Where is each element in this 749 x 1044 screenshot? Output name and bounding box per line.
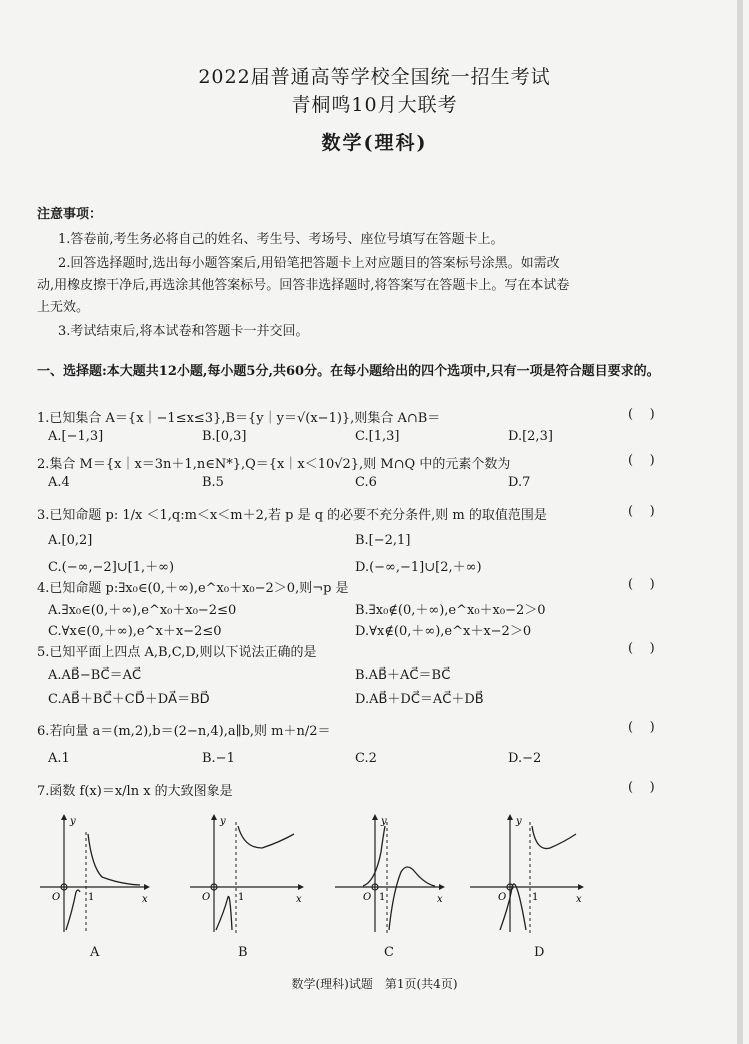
question-1-stem: 1.已知集合 A＝{x｜−1≤x≤3},B＝{y｜y＝√(x−1)},则集合 A∩B＝ [37,411,441,426]
answer-paren: ( ) [628,780,655,795]
graph-y-label: y [381,816,387,827]
q5-option-d: D.AB⃗＋DC⃗＝AC⃗＋DB⃗ [355,692,484,707]
graph-y-label: y [220,816,226,827]
graph-y-label: y [70,816,76,827]
exam-subtitle: 青桐鸣10月大联考 [291,94,458,116]
graph-y-label: y [516,816,522,827]
answer-paren: ( ) [628,407,655,422]
graph-tick-label: 1 [238,892,245,903]
question-2-stem: 2.集合 M＝{x｜x＝3n＋1,n∈N*},Q＝{x｜x＜10√2},则 M∩Q 中的元素个数为 [37,457,511,472]
q6-option-b: B.−1 [202,751,235,766]
answer-paren: ( ) [628,453,655,468]
graph-origin-label: O [52,892,61,903]
graph-origin-label: O [202,892,211,903]
graph-x-label: x [576,894,582,905]
question-4-stem: 4.已知命题 p:∃x₀∈(0,＋∞),e^x₀＋x₀−2＞0,则¬p 是 [37,581,349,596]
notes-heading: 注意事项： [37,207,103,222]
graph-option-b [190,812,305,937]
graph-label-d: D [534,945,545,960]
q5-option-b: B.AB⃗＋AC⃗＝BC⃗ [355,668,451,683]
q2-option-b: B.5 [202,475,224,490]
q2-option-c: C.6 [355,475,377,490]
q3-option-a: A.[0,2] [48,533,93,548]
graph-tick-label: 1 [532,892,539,903]
answer-paren: ( ) [628,641,655,656]
page-footer: 数学(理科)试题 第1页(共4页) [291,977,458,991]
q4-option-a: A.∃x₀∈(0,＋∞),e^x₀＋x₀−2≤0 [48,603,237,618]
q5-option-a: A.AB⃗−BC⃗＝AC⃗ [48,668,142,683]
graph-label-a: A [90,945,100,960]
q3-option-d: D.(−∞,−1]∪[2,＋∞) [355,560,482,575]
note-3: 3.考试结束后,将本试卷和答题卡一并交回。 [58,324,309,339]
graph-x-label: x [437,894,443,905]
subject-title: 数学(理科) [321,132,428,154]
note-1: 1.答卷前,考生务必将自己的姓名、考生号、考场号、座位号填写在答题卡上。 [58,232,504,247]
graph-option-d [470,812,585,937]
graph-option-c [335,812,445,937]
graph-x-label: x [142,894,148,905]
q6-option-d: D.−2 [508,751,542,766]
answer-paren: ( ) [628,577,655,592]
answer-paren: ( ) [628,504,655,519]
graph-tick-label: 1 [379,892,386,903]
answer-paren: ( ) [628,720,655,735]
q3-option-c: C.(−∞,−2]∪[1,＋∞) [48,560,175,575]
q4-option-d: D.∀x∉(0,＋∞),e^x＋x−2＞0 [355,624,532,639]
q6-option-c: C.2 [355,751,377,766]
q1-option-d: D.[2,3] [508,429,553,444]
q3-option-b: B.[−2,1] [355,533,411,548]
q5-option-c: C.AB⃗＋BC⃗＋CD⃗＋DA⃗＝BD⃗ [48,692,210,707]
q4-option-b: B.∃x₀∉(0,＋∞),e^x₀＋x₀−2＞0 [355,603,546,618]
q2-option-d: D.7 [508,475,531,490]
note-2-cont: 动,用橡皮擦干净后,再选涂其他答案标号。回答非选择题时,将答案写在答题卡上。写在本试卷 [37,278,570,293]
q1-option-b: B.[0,3] [202,429,247,444]
question-3-stem: 3.已知命题 p: 1/x ＜1,q:m＜x＜m＋2,若 p 是 q 的必要不充分条件,则 m 的取值范围是 [37,508,547,523]
question-6-stem: 6.若向量 a＝(m,2),b＝(2−n,4),a∥b,则 m＋n/2＝ [37,724,331,739]
note-2-end: 上无效。 [37,300,90,315]
q4-option-c: C.∀x∈(0,＋∞),e^x＋x−2≤0 [48,624,222,639]
question-5-stem: 5.已知平面上四点 A,B,C,D,则以下说法正确的是 [37,645,317,660]
graph-origin-label: O [498,892,507,903]
q1-option-c: C.[1,3] [355,429,400,444]
graph-tick-label: 1 [88,892,95,903]
exam-title: 2022届普通高等学校全国统一招生考试 [198,66,551,88]
graph-x-label: x [296,894,302,905]
section-heading: 一、选择题:本大题共12小题,每小题5分,共60分。在每小题给出的四个选项中,只有一项是符合题目要求的。 [37,364,660,379]
q6-option-a: A.1 [48,751,70,766]
graph-label-c: C [384,945,394,960]
graph-label-b: B [238,945,248,960]
scan-edge [737,0,743,1044]
graph-origin-label: O [363,892,372,903]
note-2: 2.回答选择题时,选出每小题答案后,用铅笔把答题卡上对应题目的答案标号涂黑。如需改 [58,256,560,271]
q2-option-a: A.4 [48,475,70,490]
q1-option-a: A.[−1,3] [48,429,104,444]
graph-option-a [40,812,150,937]
question-7-stem: 7.函数 f(x)＝x/ln x 的大致图象是 [37,784,233,799]
